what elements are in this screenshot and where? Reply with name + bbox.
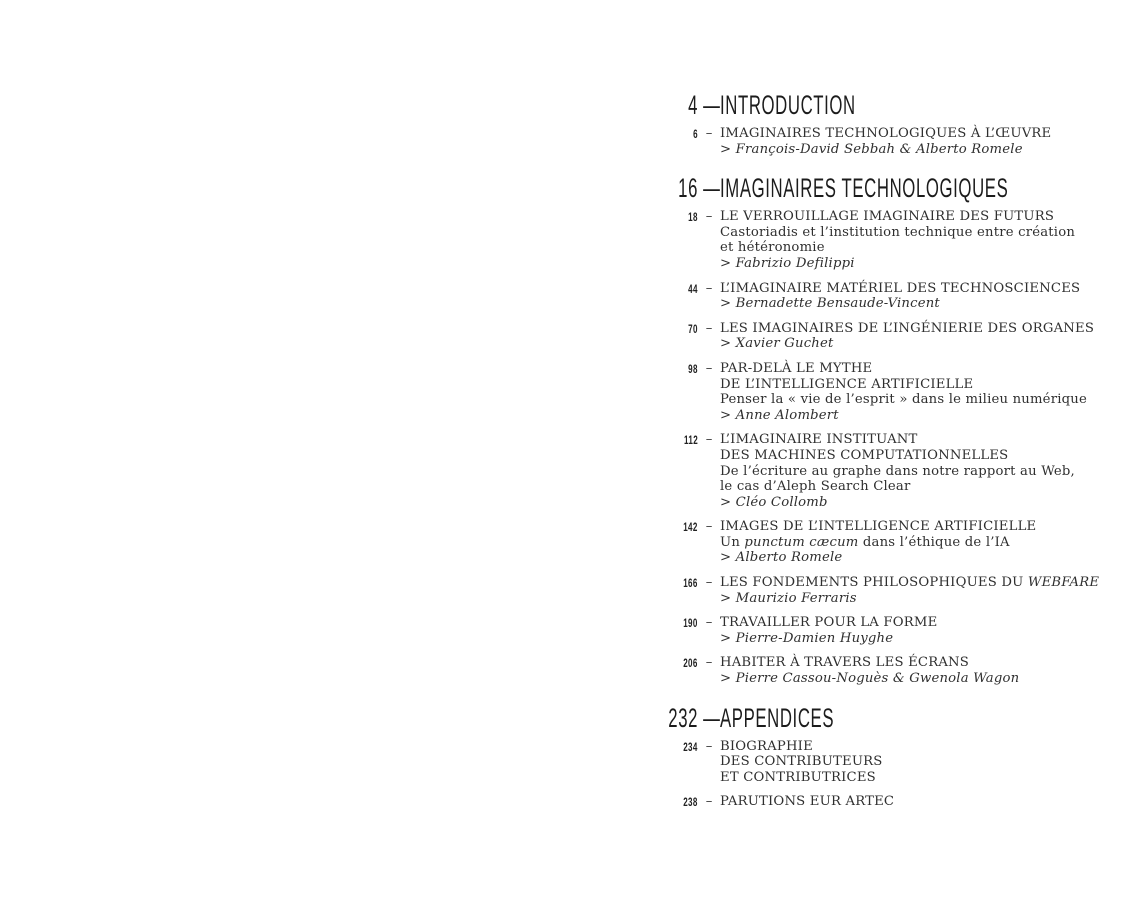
- section-page-number: 16: [678, 173, 698, 204]
- entry-text-segment: BIOGRAPHIE: [720, 738, 813, 754]
- section-title-cell: [720, 90, 1096, 120]
- entry-number-cell: [636, 615, 698, 633]
- entry-authors-line: [720, 256, 1096, 272]
- toc-entry: [636, 432, 1096, 510]
- entry-dash: –: [705, 738, 713, 754]
- section-heading: [636, 703, 1096, 733]
- entry-dash-cell: [698, 655, 720, 671]
- toc-entry: [636, 575, 1100, 606]
- entry-authors: Fabrizio Defilippi: [735, 255, 855, 271]
- section-title-cell: [720, 173, 1144, 203]
- entry-text: [720, 281, 1096, 312]
- entry-text: [720, 321, 1096, 352]
- entry-text: [720, 655, 1096, 686]
- section-title: APPENDICES: [720, 702, 835, 733]
- section-dash: —: [703, 90, 720, 120]
- entry-dash: –: [705, 209, 713, 225]
- entry-title-line: [720, 432, 1096, 448]
- entry-text-segment: IMAGINAIRES TECHNOLOGIQUES À L’ŒUVRE: [720, 126, 1052, 141]
- toc-entry: [636, 361, 1096, 423]
- section-dash: —: [703, 173, 720, 204]
- toc-entry: [636, 281, 1096, 312]
- entry-title-line: [720, 321, 1096, 337]
- entry-text-segment: IMAGES DE L’INTELLIGENCE ARTIFICIELLE: [720, 519, 1037, 535]
- entry-page-number: 70: [688, 323, 698, 336]
- entry-dash-cell: [698, 575, 720, 591]
- entry-text-segment: TRAVAILLER POUR LA FORME: [720, 615, 938, 631]
- entry-page-number: 234: [683, 741, 698, 754]
- entry-dash: –: [705, 126, 713, 141]
- entry-text: [720, 126, 1096, 157]
- entry-title-line: [720, 519, 1096, 535]
- entry-text: [720, 432, 1096, 510]
- entry-text: [720, 739, 1096, 786]
- entry-authors: Xavier Guchet: [735, 336, 834, 352]
- section-page-number: 232: [668, 702, 698, 733]
- entry-authors-line: [720, 550, 1096, 566]
- author-prefix: >: [720, 494, 736, 510]
- author-prefix: >: [720, 296, 736, 312]
- entry-dash: –: [705, 794, 713, 810]
- entry-page-number: 18: [688, 212, 698, 225]
- entry-authors: Anne Alombert: [735, 407, 839, 423]
- entry-number-cell: [636, 361, 698, 379]
- entry-text: [720, 615, 1096, 646]
- entry-text-segment: HABITER À TRAVERS LES ÉCRANS: [720, 655, 970, 671]
- entry-text-segment: PARUTIONS EUR ARTEC: [720, 794, 895, 810]
- entry-authors-line: [720, 631, 1096, 647]
- entry-title-line: [720, 209, 1096, 225]
- section-dash-cell: [698, 90, 720, 120]
- entry-page-number: 206: [683, 658, 698, 671]
- section-number-cell: [636, 90, 698, 120]
- entry-title-line: [720, 615, 1096, 631]
- author-prefix: >: [720, 336, 736, 352]
- entry-title-line: [720, 479, 1096, 495]
- entry-text-segment: ET CONTRIBUTRICES: [720, 769, 876, 785]
- entry-dash: –: [705, 615, 713, 631]
- toc-entry: [636, 655, 1096, 686]
- entry-dash-cell: [698, 126, 720, 142]
- entry-title-line: [720, 240, 1096, 256]
- entry-authors: Maurizio Ferraris: [735, 590, 857, 606]
- author-prefix: >: [720, 671, 736, 687]
- entry-title-line: [720, 126, 1096, 142]
- entry-dash-cell: [698, 794, 720, 810]
- entry-text-segment: le cas d’Aleph Search Clear: [720, 479, 911, 495]
- entry-dash: –: [705, 280, 713, 296]
- section-title: IMAGINAIRES TECHNOLOGIQUES: [720, 173, 1009, 204]
- entry-text-segment: LES FONDEMENTS PHILOSOPHIQUES DU: [720, 575, 1028, 591]
- toc-entry: [636, 126, 1096, 157]
- entry-title-line: [720, 575, 1099, 591]
- entry-page-number: 44: [688, 283, 698, 296]
- entry-number-cell: [636, 794, 698, 812]
- entry-authors-line: [720, 408, 1096, 424]
- entry-title-line: [720, 754, 1096, 770]
- entry-title-line: [720, 392, 1096, 408]
- entry-number-cell: [636, 575, 698, 593]
- entry-title-line: [720, 655, 1096, 671]
- entry-text-segment: LE VERROUILLAGE IMAGINAIRE DES FUTURS: [720, 209, 1055, 225]
- section-page-number: 4: [688, 90, 698, 120]
- section-dash: —: [703, 702, 720, 733]
- entry-text-segment: Penser la « vie de l’esprit » dans le milieu numérique: [720, 392, 1087, 408]
- entry-authors: Pierre Cassou-Noguès & Gwenola Wagon: [735, 671, 1020, 687]
- entry-title-line: [720, 464, 1096, 480]
- entry-dash: –: [705, 655, 713, 671]
- entry-authors-line: [720, 296, 1096, 312]
- entry-number-cell: [636, 281, 698, 299]
- entry-page-number: 190: [683, 618, 698, 631]
- entry-page-number: 142: [683, 522, 698, 535]
- section-dash-cell: [698, 703, 720, 733]
- author-prefix: >: [720, 550, 736, 566]
- entry-text-segment: Castoriadis et l’institution technique entre création: [720, 224, 1076, 240]
- entry-title-line: [720, 448, 1096, 464]
- entry-title-line: [720, 794, 1096, 810]
- entry-page-number: 166: [683, 578, 698, 591]
- author-prefix: >: [720, 590, 736, 606]
- section-number-cell: [636, 173, 698, 203]
- entry-authors: Alberto Romele: [735, 550, 843, 566]
- entry-authors-line: [720, 495, 1096, 511]
- toc-entry: [636, 794, 1096, 812]
- toc-entry: [636, 615, 1096, 646]
- entry-authors: Pierre-Damien Huyghe: [735, 630, 894, 646]
- entry-page-number: 6: [693, 129, 698, 141]
- entry-authors: Bernadette Bensaude-Vincent: [735, 296, 940, 312]
- entry-authors: François-David Sebbah & Alberto Romele: [735, 141, 1023, 157]
- entry-number-cell: [636, 655, 698, 673]
- entry-number-cell: [636, 519, 698, 537]
- entry-text-segment: DES CONTRIBUTEURS: [720, 754, 883, 770]
- entry-dash: –: [705, 519, 713, 535]
- toc: [636, 90, 1100, 821]
- entry-title-line: [720, 377, 1096, 393]
- entry-text-segment: DES MACHINES COMPUTATIONNELLES: [720, 447, 1009, 463]
- author-prefix: >: [720, 141, 736, 157]
- entry-dash: –: [705, 360, 713, 376]
- entry-authors-line: [720, 591, 1099, 607]
- entry-title-line: [720, 361, 1096, 377]
- entry-text-segment: Un: [720, 534, 745, 550]
- author-prefix: >: [720, 407, 736, 423]
- section-dash-cell: [698, 173, 720, 203]
- entry-text-segment: L’IMAGINAIRE MATÉRIEL DES TECHNOSCIENCES: [720, 280, 1081, 296]
- entry-page-number: 112: [683, 435, 698, 448]
- entry-page-number: 238: [683, 797, 698, 810]
- section-heading: [636, 173, 1096, 203]
- entry-authors: Cléo Collomb: [735, 494, 828, 510]
- entry-text: [720, 794, 1096, 810]
- entry-authors-line: [720, 671, 1096, 687]
- entry-text: [720, 519, 1096, 566]
- toc-entry: [636, 209, 1096, 271]
- toc-entry: [636, 739, 1096, 786]
- entry-title-line: [720, 281, 1096, 297]
- section-title-cell: [720, 703, 1096, 733]
- toc-entry: [636, 321, 1096, 352]
- entry-dash-cell: [698, 739, 720, 755]
- entry-number-cell: [636, 209, 698, 227]
- entry-title-line: [720, 225, 1096, 241]
- entry-text-segment: PAR-DELÀ LE MYTHE: [720, 360, 873, 376]
- entry-text-segment: dans l’éthique de l’IA: [858, 534, 1010, 550]
- entry-page-number: 98: [688, 363, 698, 376]
- entry-authors-line: [720, 336, 1096, 352]
- entry-dash-cell: [698, 361, 720, 377]
- entry-number-cell: [636, 739, 698, 757]
- entry-italic-segment: WEBFARE: [1027, 575, 1100, 591]
- entry-text-segment: L’IMAGINAIRE INSTITUANT: [720, 432, 918, 448]
- entry-authors-line: [720, 142, 1096, 158]
- entry-text-segment: DE L’INTELLIGENCE ARTIFICIELLE: [720, 376, 974, 392]
- entry-text: [720, 575, 1099, 606]
- entry-text: [720, 361, 1096, 423]
- entry-dash: –: [705, 432, 713, 448]
- entry-dash-cell: [698, 615, 720, 631]
- entry-number-cell: [636, 432, 698, 450]
- entry-dash-cell: [698, 432, 720, 448]
- section-title: INTRODUCTION: [720, 90, 856, 120]
- entry-title-line: [720, 739, 1096, 755]
- entry-dash-cell: [698, 209, 720, 225]
- entry-italic-segment: punctum cæcum: [744, 534, 859, 550]
- entry-dash: –: [705, 575, 713, 591]
- section-heading: [636, 90, 1096, 120]
- entry-dash-cell: [698, 281, 720, 297]
- author-prefix: >: [720, 255, 736, 271]
- entry-text-segment: LES IMAGINAIRES DE L’INGÉNIERIE DES ORGANES: [720, 320, 1095, 336]
- entry-number-cell: [636, 321, 698, 339]
- section-number-cell: [636, 703, 698, 733]
- entry-text-segment: et hétéronomie: [720, 240, 825, 256]
- author-prefix: >: [720, 630, 736, 646]
- entry-dash-cell: [698, 321, 720, 337]
- entry-number-cell: [636, 126, 698, 144]
- entry-dash-cell: [698, 519, 720, 535]
- entry-text: [720, 209, 1096, 271]
- entry-title-line: [720, 770, 1096, 786]
- entry-dash: –: [705, 320, 713, 336]
- entry-title-line: [720, 535, 1096, 551]
- toc-entry: [636, 519, 1096, 566]
- entry-text-segment: De l’écriture au graphe dans notre rapport au Web,: [720, 463, 1075, 479]
